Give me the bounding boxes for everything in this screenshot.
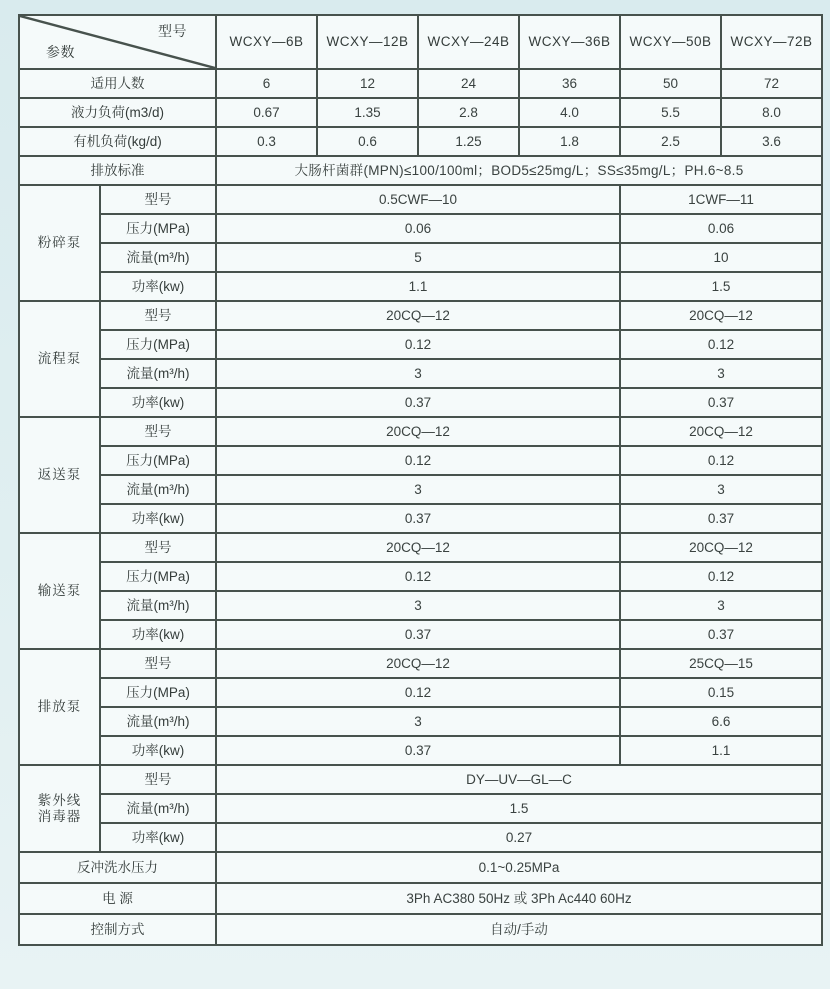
cell-value: 0.12	[216, 446, 620, 475]
pump-section-row	[19, 272, 822, 301]
pump-section-row	[19, 736, 822, 765]
cell-value: 50	[620, 69, 721, 98]
sub-label: 功率(kw)	[100, 620, 216, 649]
pump-section-row	[19, 533, 822, 562]
cell-value: 2.5	[620, 127, 721, 156]
cell-value: 2.8	[418, 98, 519, 127]
sub-label: 型号	[100, 533, 216, 562]
cell-value: 1.1	[216, 272, 620, 301]
pump-group-label: 返送泵	[19, 417, 100, 533]
pump-section-row	[19, 417, 822, 446]
sub-label: 功率(kw)	[100, 504, 216, 533]
cell-value: 3	[216, 707, 620, 736]
cell-value: 1.8	[519, 127, 620, 156]
cell-value: 0.12	[620, 446, 822, 475]
sub-label: 流量(m³/h)	[100, 243, 216, 272]
uv-section-row	[19, 794, 822, 823]
row-label: 有机负荷(kg/d)	[19, 127, 216, 156]
cell-value: 1.35	[317, 98, 418, 127]
uv-group-line2: 消毒器	[37, 808, 82, 824]
cell-value: DY—UV—GL—C	[216, 765, 822, 794]
cell-value: 3	[216, 475, 620, 504]
cell-value: 0.37	[620, 388, 822, 417]
cell-value: 0.12	[216, 330, 620, 359]
sub-label: 型号	[100, 185, 216, 214]
pump-section-row	[19, 301, 822, 330]
cell-value: 0.37	[216, 620, 620, 649]
row-label: 反冲洗水压力	[19, 852, 216, 883]
cell-value: 20CQ—12	[620, 417, 822, 446]
sub-label: 压力(MPa)	[100, 562, 216, 591]
cell-value: 0.67	[216, 98, 317, 127]
sub-label: 流量(m³/h)	[100, 794, 216, 823]
cell-value: 0.06	[216, 214, 620, 243]
sub-label: 型号	[100, 765, 216, 794]
row-hydraulic-load	[19, 98, 822, 127]
pump-section-row	[19, 388, 822, 417]
sub-label: 压力(MPa)	[100, 214, 216, 243]
row-label: 控制方式	[19, 914, 216, 945]
cell-value: 1.1	[620, 736, 822, 765]
cell-value: 大肠杆菌群(MPN)≤100/100ml；BOD5≤25mg/L；SS≤35mg/L；PH.6~8.5	[216, 156, 822, 185]
cell-value: 6	[216, 69, 317, 98]
sub-label: 压力(MPa)	[100, 330, 216, 359]
cell-value: 0.1~0.25MPa	[216, 852, 822, 883]
sub-label: 流量(m³/h)	[100, 475, 216, 504]
pump-group-label: 排放泵	[19, 649, 100, 765]
cell-value: 20CQ—12	[216, 417, 620, 446]
cell-value: 3	[620, 359, 822, 388]
pump-section-row	[19, 214, 822, 243]
model-header: WCXY—6B	[216, 15, 317, 69]
cell-value: 3Ph AC380 50Hz 或 3Ph Ac440 60Hz	[216, 883, 822, 914]
cell-value: 0.37	[216, 388, 620, 417]
uv-section-row	[19, 765, 822, 794]
cell-value: 5	[216, 243, 620, 272]
cell-value: 8.0	[721, 98, 822, 127]
pump-section-row	[19, 185, 822, 214]
cell-value: 0.5CWF—10	[216, 185, 620, 214]
pump-section-row	[19, 620, 822, 649]
cell-value: 10	[620, 243, 822, 272]
row-power-supply	[19, 883, 822, 914]
model-header: WCXY—72B	[721, 15, 822, 69]
sub-label: 功率(kw)	[100, 736, 216, 765]
cell-value: 1.5	[216, 794, 822, 823]
pump-section-row	[19, 475, 822, 504]
cell-value: 0.37	[216, 504, 620, 533]
cell-value: 0.37	[216, 736, 620, 765]
sub-label: 压力(MPa)	[100, 678, 216, 707]
pump-group-label: 粉碎泵	[19, 185, 100, 301]
sub-label: 压力(MPa)	[100, 446, 216, 475]
cell-value: 12	[317, 69, 418, 98]
cell-value: 24	[418, 69, 519, 98]
row-discharge-standard	[19, 156, 822, 185]
corner-label-param: 参数	[46, 43, 75, 60]
cell-value: 0.27	[216, 823, 822, 852]
row-control-mode	[19, 914, 822, 945]
row-label: 排放标准	[19, 156, 216, 185]
pump-section-row	[19, 243, 822, 272]
cell-value: 0.15	[620, 678, 822, 707]
cell-value: 20CQ—12	[216, 649, 620, 678]
pump-section-row	[19, 562, 822, 591]
row-label: 电 源	[19, 883, 216, 914]
spec-sheet	[18, 14, 823, 946]
cell-value: 0.12	[620, 562, 822, 591]
row-organic-load	[19, 127, 822, 156]
cell-value: 20CQ—12	[216, 301, 620, 330]
cell-value: 20CQ—12	[620, 301, 822, 330]
cell-value: 0.6	[317, 127, 418, 156]
pump-section-row	[19, 591, 822, 620]
cell-value: 3	[620, 475, 822, 504]
pump-section-row	[19, 330, 822, 359]
cell-value: 5.5	[620, 98, 721, 127]
cell-value: 25CQ—15	[620, 649, 822, 678]
corner-cell	[19, 15, 216, 69]
pump-section-row	[19, 678, 822, 707]
model-header: WCXY—12B	[317, 15, 418, 69]
sub-label: 流量(m³/h)	[100, 591, 216, 620]
cell-value: 20CQ—12	[620, 533, 822, 562]
cell-value: 20CQ—12	[216, 533, 620, 562]
row-backwash-pressure	[19, 852, 822, 883]
cell-value: 6.6	[620, 707, 822, 736]
sub-label: 流量(m³/h)	[100, 359, 216, 388]
cell-value: 0.12	[216, 678, 620, 707]
uv-section-row	[19, 823, 822, 852]
cell-value: 3	[216, 359, 620, 388]
corner-label-model: 型号	[158, 23, 187, 39]
cell-value: 0.3	[216, 127, 317, 156]
cell-value: 72	[721, 69, 822, 98]
sub-label: 功率(kw)	[100, 823, 216, 852]
cell-value: 自动/手动	[216, 914, 822, 945]
sub-label: 型号	[100, 417, 216, 446]
pump-section-row	[19, 707, 822, 736]
cell-value: 0.37	[620, 620, 822, 649]
sub-label: 功率(kw)	[100, 388, 216, 417]
pump-section-row	[19, 649, 822, 678]
uv-group-label	[19, 765, 100, 852]
pump-group-label: 流程泵	[19, 301, 100, 417]
uv-group-line1: 紫外线	[37, 792, 82, 808]
cell-value: 3.6	[721, 127, 822, 156]
cell-value: 3	[216, 591, 620, 620]
pump-section-row	[19, 446, 822, 475]
model-header: WCXY—36B	[519, 15, 620, 69]
cell-value: 3	[620, 591, 822, 620]
cell-value: 0.37	[620, 504, 822, 533]
sub-label: 功率(kw)	[100, 272, 216, 301]
header-row	[19, 15, 822, 69]
cell-value: 0.06	[620, 214, 822, 243]
cell-value: 36	[519, 69, 620, 98]
row-label: 液力负荷(m3/d)	[19, 98, 216, 127]
cell-value: 0.12	[620, 330, 822, 359]
cell-value: 1CWF—11	[620, 185, 822, 214]
cell-value: 0.12	[216, 562, 620, 591]
sub-label: 型号	[100, 301, 216, 330]
pump-group-label: 输送泵	[19, 533, 100, 649]
sub-label: 型号	[100, 649, 216, 678]
row-people	[19, 69, 822, 98]
spec-table	[18, 14, 823, 946]
cell-value: 1.5	[620, 272, 822, 301]
cell-value: 1.25	[418, 127, 519, 156]
pump-section-row	[19, 504, 822, 533]
sub-label: 流量(m³/h)	[100, 707, 216, 736]
model-header: WCXY—24B	[418, 15, 519, 69]
row-label: 适用人数	[19, 69, 216, 98]
pump-section-row	[19, 359, 822, 388]
cell-value: 4.0	[519, 98, 620, 127]
model-header: WCXY—50B	[620, 15, 721, 69]
